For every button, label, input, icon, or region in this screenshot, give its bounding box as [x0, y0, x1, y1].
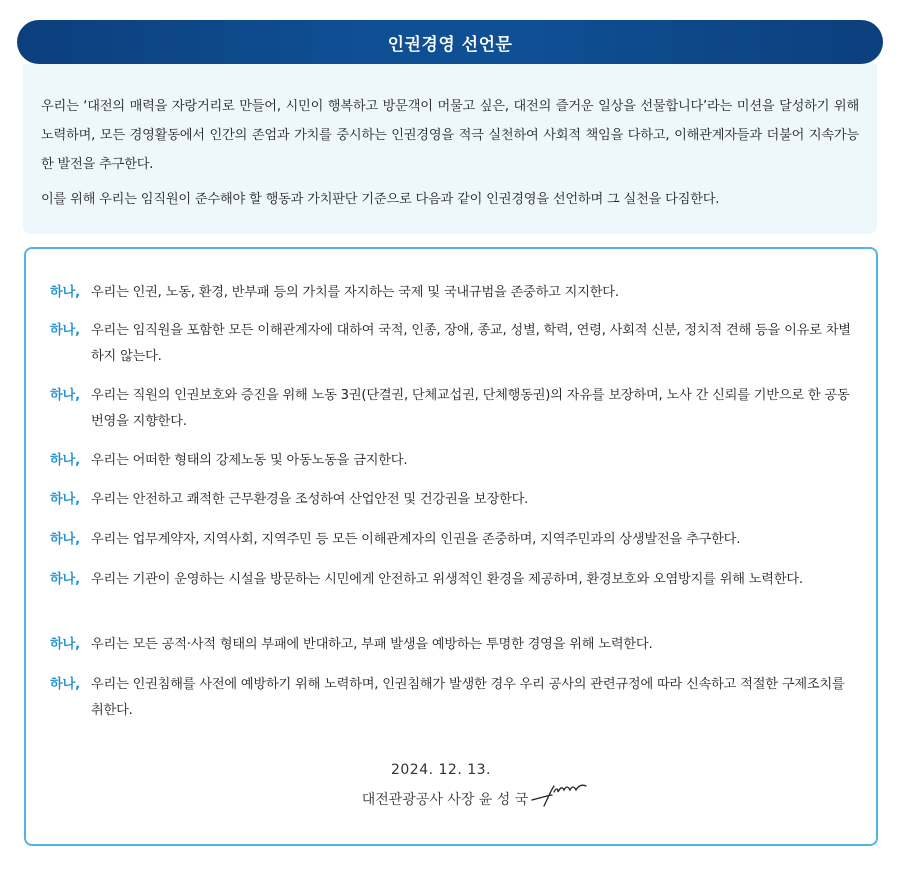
signature-block — [26, 759, 876, 811]
intro-paragraph-2: 이를 위해 우리는 임직원이 준수해야 할 행동과 가치판단 기준으로 다음과 같이 인권경영을 선언하며 그 실천을 다짐한다. — [41, 192, 720, 207]
declaration-marker: 하나, — [50, 492, 80, 507]
declaration-date: 2024. 12. 13. — [390, 762, 491, 778]
declaration-marker: 하나, — [50, 388, 80, 403]
declaration-text: 우리는 직원의 인권보호와 증진을 위해 노동 3권(단결권, 단체교섭권, 단체행동권)의 자유를 보장하며, 노사 간 신뢰를 기반으로 한 공동 번영을 지향한다. — [91, 388, 850, 429]
declaration-item — [50, 383, 856, 435]
title-banner — [17, 20, 883, 64]
declaration-marker: 하나, — [50, 677, 80, 692]
declaration-item — [50, 280, 856, 306]
declaration-text: 우리는 업무계약자, 지역사회, 지역주민 등 모든 이해관계자의 인권을 존중하며, 지역주민과의 상생발전을 추구한다. — [91, 532, 741, 547]
declaration-marker: 하나, — [50, 532, 80, 547]
declaration-text: 우리는 인권, 노동, 환경, 반부패 등의 가치를 자지하는 국제 및 국내규범을 존중하고 지지한다. — [91, 285, 619, 300]
page-title: 인권경영 선언문 — [387, 34, 513, 55]
handwritten-signature — [530, 778, 590, 808]
declaration-text: 우리는 기관이 운영하는 시설을 방문하는 시민에게 안전하고 위생적인 환경을 제공하며, 환경보호와 오염방지를 위해 노력한다. — [91, 572, 803, 587]
declaration-marker: 하나, — [50, 285, 80, 300]
declaration-item — [50, 632, 856, 658]
signer-line — [362, 789, 591, 811]
declaration-marker: 하나, — [50, 637, 80, 652]
intro-paragraph-1: 우리는 ‘대전의 매력을 자랑거리로 만들어, 시민이 행복하고 방문객이 머물고 싶은, 대전의 즐거운 일상을 선물합니다’라는 미션을 달성하기 위해 노력하며, 모든 경영활동에서 인간의 존엄과 가치를 중시하는 인권경영을 적극 실천하여 사회적 책임을 다하고, 이해관계자들과 더불어 지속가능한 발전을 추구한다. — [41, 99, 859, 172]
declaration-item — [50, 487, 856, 513]
declaration-item — [50, 567, 856, 593]
intro-section — [23, 64, 877, 234]
declaration-item — [50, 318, 856, 370]
declaration-text: 우리는 인권침해를 사전에 예방하기 위해 노력하며, 인권침해가 발생한 경우 우리 공사의 관련규정에 따라 신속하고 적절한 구제조치를 취한다. — [91, 677, 845, 718]
signer-name: 대전관광공사 사장 윤 성 국 — [361, 792, 529, 808]
declaration-text: 우리는 모든 공적·사적 형태의 부패에 반대하고, 부패 발생을 예방하는 투명한 경영을 위해 노력한다. — [91, 637, 653, 652]
declaration-marker: 하나, — [50, 453, 80, 468]
declaration-item — [50, 448, 856, 474]
declaration-text: 우리는 임직원을 포함한 모든 이해관계자에 대하여 국적, 인종, 장애, 종교, 성별, 학력, 연령, 사회적 신분, 정치적 견해 등을 이유로 차별하지 않는다. — [91, 323, 851, 364]
declaration-box — [24, 247, 878, 846]
declaration-marker: 하나, — [50, 323, 80, 338]
declaration-item — [50, 527, 856, 553]
declaration-item — [50, 672, 856, 724]
declaration-text: 우리는 안전하고 쾌적한 근무환경을 조성하여 산업안전 및 건강권을 보장한다. — [91, 492, 529, 507]
declaration-marker: 하나, — [50, 572, 80, 587]
declaration-text: 우리는 어떠한 형태의 강제노동 및 아동노동을 금지한다. — [91, 453, 408, 468]
